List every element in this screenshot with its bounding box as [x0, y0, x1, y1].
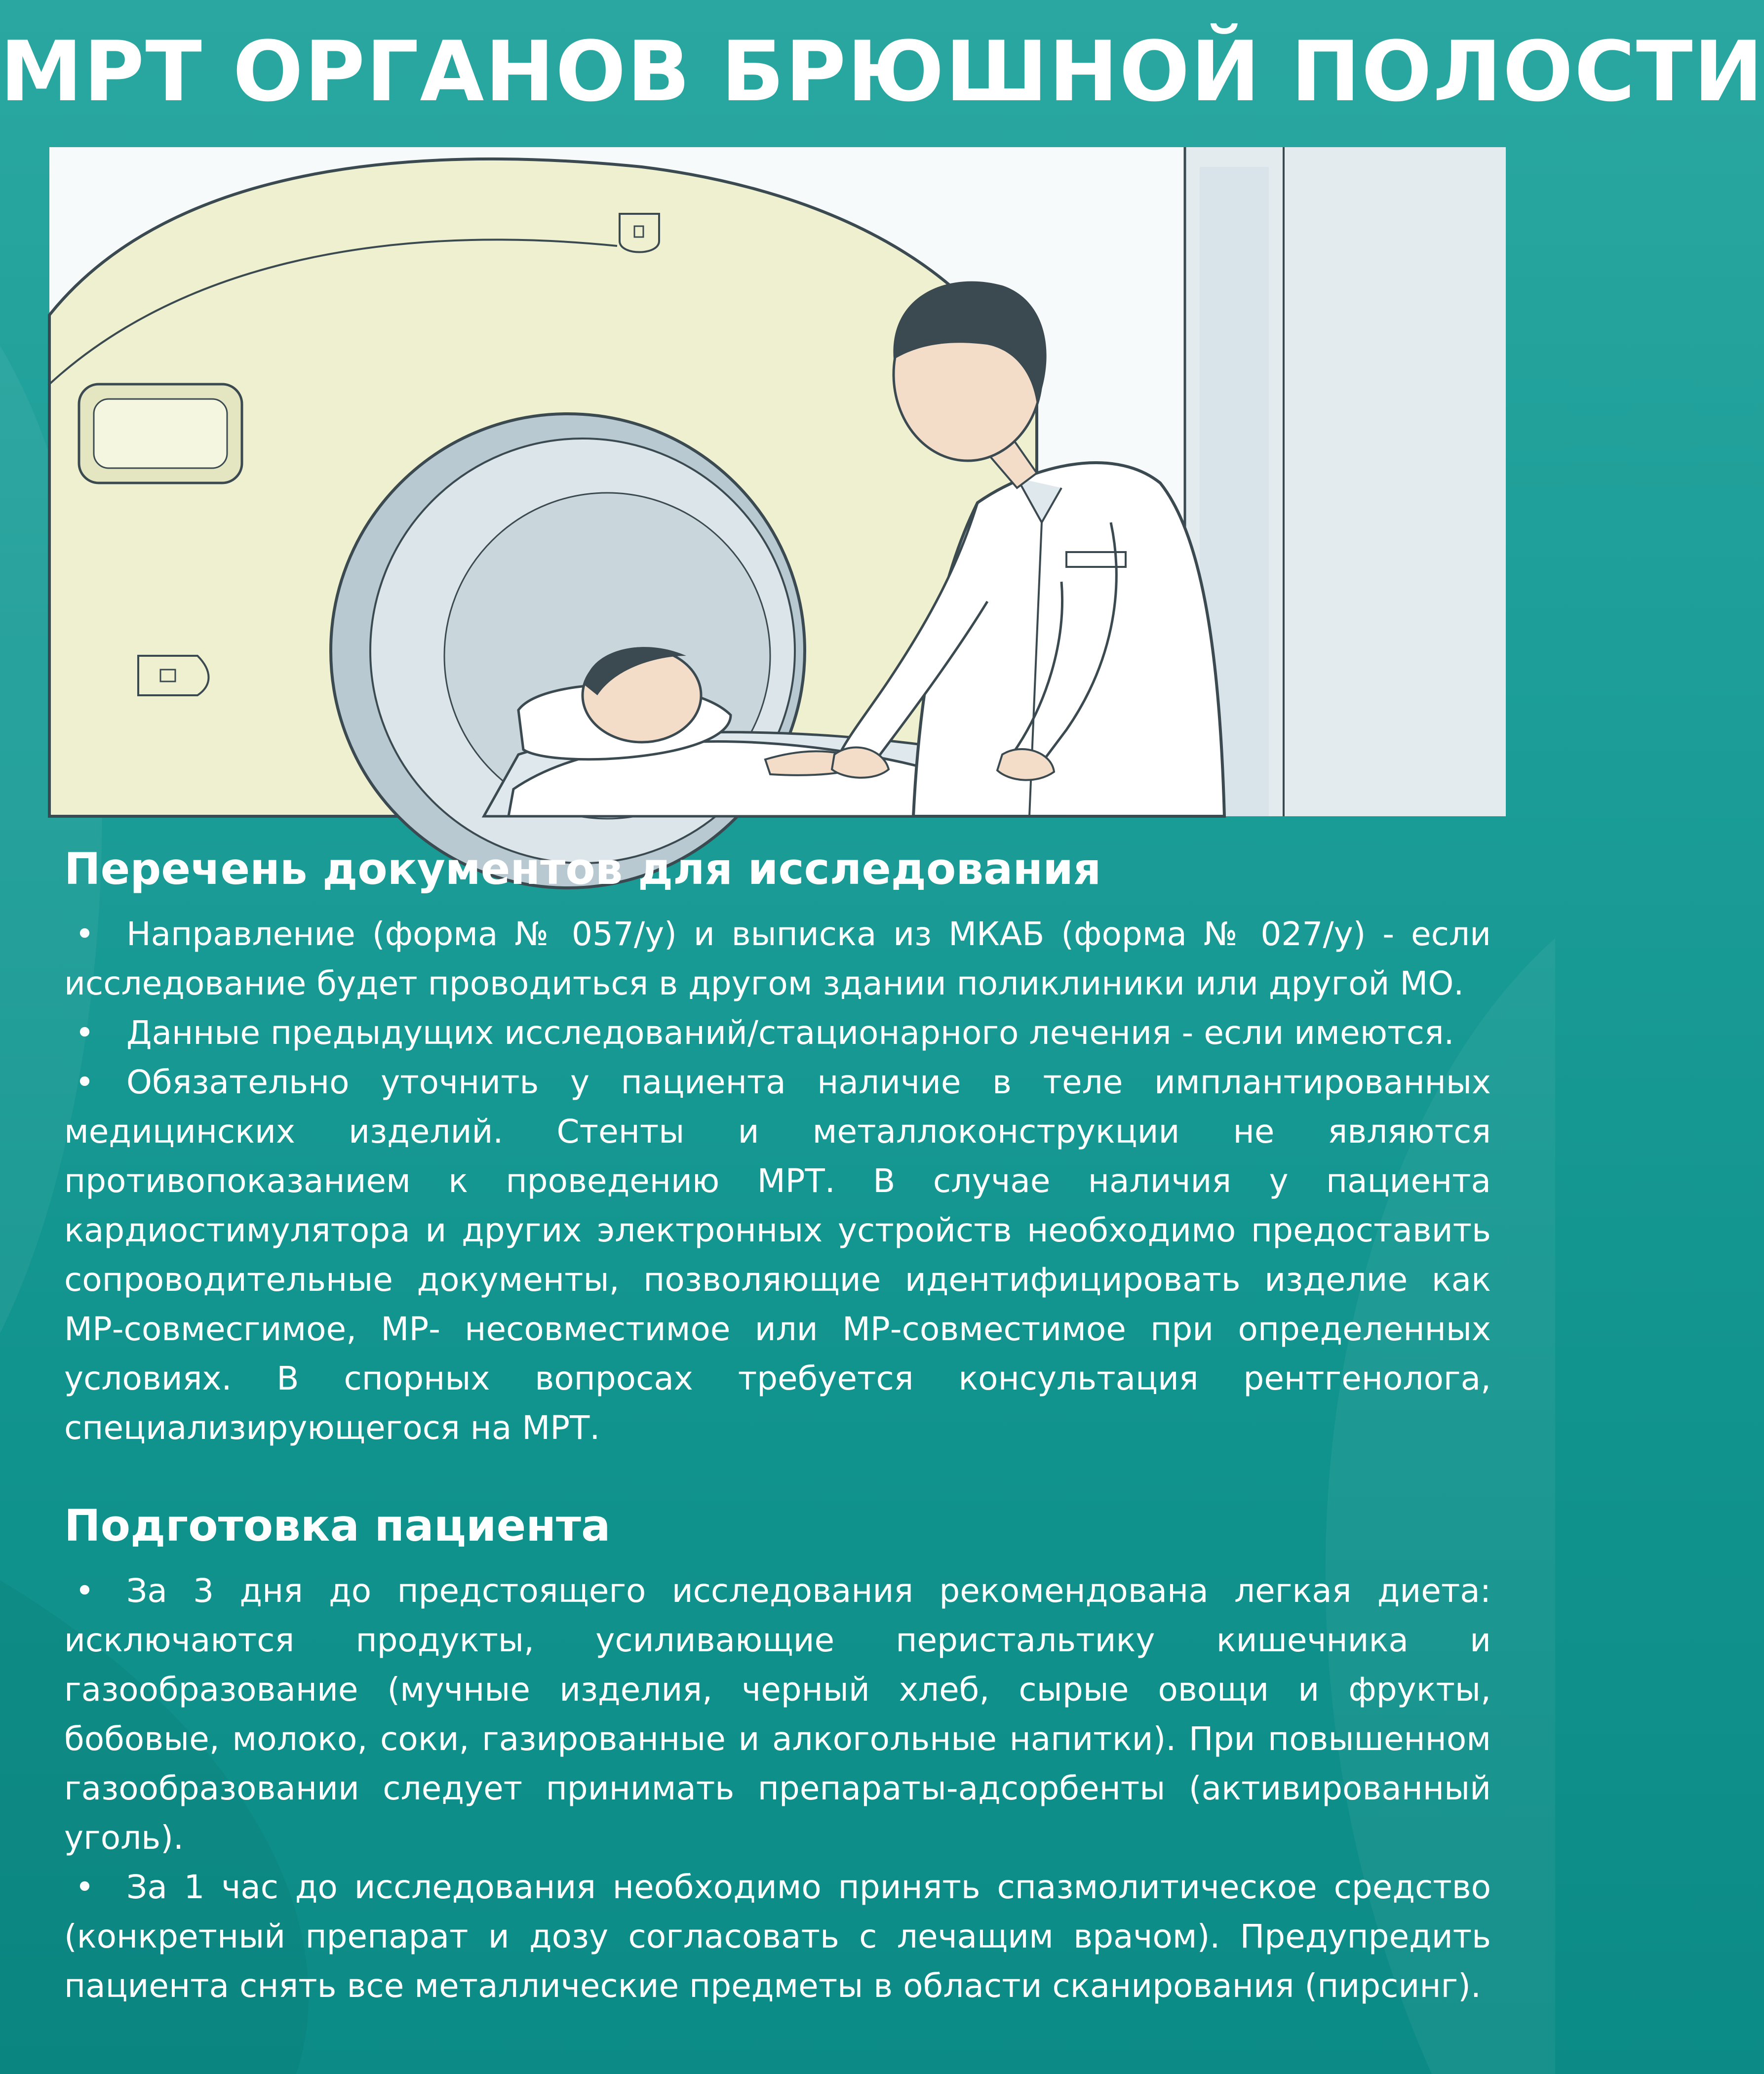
bullet-icon: •: [75, 1063, 94, 1101]
list-item: • Обязательно уточнить у пациента наличие в теле имплантированных медицинских изделий. Стенты и металлоконструкции не являются противопоказанием к проведению МРТ. В случае наличия у пациента кардиостимулятора и других электронных устройств необходимо предоставить сопроводительные документы, позволяющие идентифицировать изделие как МР-совмесгимое, МР- несовместимое или МР-совместимое при определенных условиях. В спорных вопросах требуется консультация рентгенолога, специализирующегося на МРТ.: [64, 1058, 1491, 1453]
documents-heading: Перечень документов для исследования: [64, 843, 1101, 894]
bullet-icon: •: [75, 1014, 94, 1052]
documents-section: [64, 839, 1491, 1453]
page-title: МРТ ОРГАНОВ БРЮШНОЙ ПОЛОСТИ: [0, 23, 1764, 120]
documents-list: [64, 910, 1491, 1453]
preparation-list: [64, 1566, 1491, 2011]
preparation-heading: Подготовка пациента: [64, 1500, 611, 1551]
bullet-icon: •: [75, 1572, 94, 1610]
preparation-section: [64, 1496, 1491, 2011]
list-item: • За 3 дня до предстоящего исследования рекомендована легкая диета: исключаются продукты, усиливающие перистальтику кишечника и газообразование (мучные изделия, черный хлеб, сырые овощи и фрукты, бобовые, молоко, соки, газированные и алкогольные напитки). При повышенном газообразовании следует принимать препараты-адсорбенты (активированный уголь).: [64, 1566, 1491, 1863]
bullet-icon: •: [75, 1868, 94, 1906]
list-item: • Данные предыдущих исследований/стационарного лечения - если имеются.: [64, 1008, 1491, 1058]
bullet-icon: •: [75, 915, 94, 953]
mri-illustration: [49, 147, 1506, 816]
list-item: • За 1 час до исследования необходимо принять спазмолитическое средство (конкретный препарат и дозу согласовать с лечащим врачом). Предупредить пациента снять все металлические предметы в области сканирования (пирсинг).: [64, 1863, 1491, 2011]
list-item: • Направление (форма № 057/у) и выписка из МКАБ (форма № 027/у) - если исследование будет проводиться в другом здании поликлиники или другой МО.: [64, 910, 1491, 1008]
